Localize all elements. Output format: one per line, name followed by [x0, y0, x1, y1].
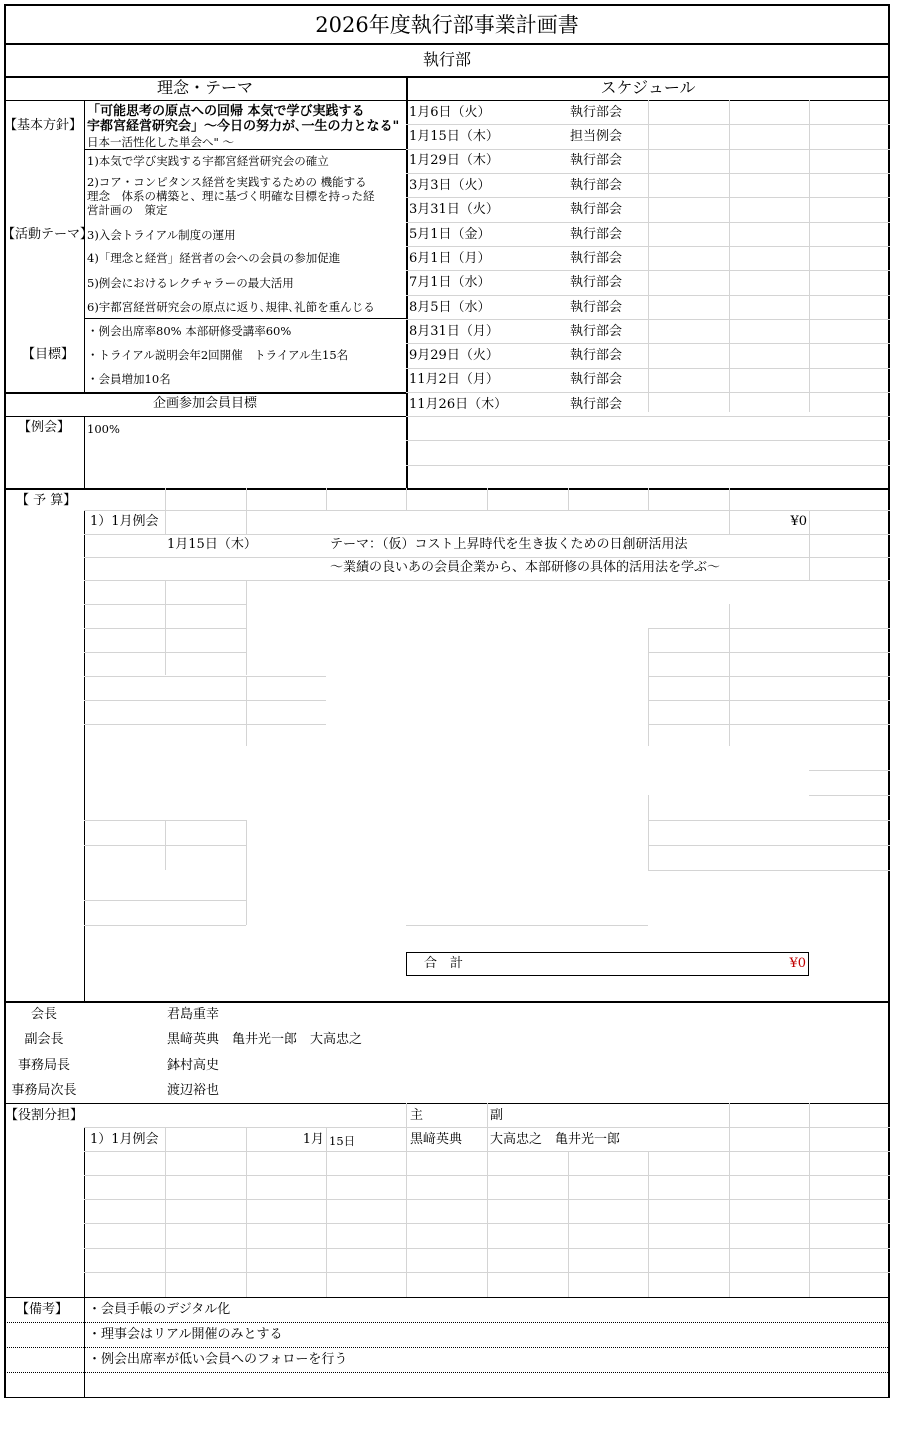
activity-theme-item: 1)本気で学び実践する宇都宮経営研究会の確立 [87, 154, 329, 168]
schedule-date: 11月26日（木） [409, 397, 508, 412]
department-name: 執行部 [422, 50, 471, 69]
roles-month: 1月 [302, 1132, 324, 1147]
schedule-event: 執行部会 [570, 348, 623, 363]
schedule-header: スケジュール [600, 78, 696, 97]
schedule-date: 9月29日（火） [409, 348, 499, 363]
budget-item: 1）1月例会 [90, 514, 159, 529]
goal-item: ・例会出席率80% 本部研修受講率60% [87, 324, 292, 338]
activity-theme-label: 【活動テーマ】 [2, 227, 94, 242]
schedule-event: 執行部会 [570, 300, 623, 315]
budget-item-amount: ¥0 [790, 514, 807, 529]
roles-item: 1）1月例会 [90, 1132, 159, 1147]
goal-item: ・会員増加10名 [87, 372, 171, 386]
schedule-event: 執行部会 [570, 251, 623, 266]
officer-role: 副会長 [24, 1032, 64, 1047]
goals-label: 【目標】 [22, 347, 75, 362]
schedule-date: 8月5日（水） [409, 300, 491, 315]
roles-day: 15日 [329, 1134, 356, 1148]
activity-theme-item: 5)例会におけるレクチャラーの最大活用 [87, 276, 294, 290]
member-target-header: 企画参加会員目標 [152, 396, 257, 411]
schedule-event: 担当例会 [570, 129, 623, 144]
budget-date: 1月15日（木） [167, 537, 257, 552]
note-item: ・理事会はリアル開催のみとする [88, 1327, 283, 1342]
note-item: ・会員手帳のデジタル化 [88, 1302, 231, 1317]
schedule-date: 1月15日（木） [409, 129, 499, 144]
schedule-event: 執行部会 [570, 397, 623, 412]
schedule-date: 3月3日（火） [409, 178, 491, 193]
notes-label: 【備考】 [16, 1302, 69, 1317]
note-item: ・例会出席率が低い会員へのフォローを行う [88, 1352, 348, 1367]
schedule-date: 6月1日（月） [409, 251, 491, 266]
goal-item: ・トライアル説明会年2回開催 トライアル生15名 [87, 348, 349, 362]
basic-policy-label: 【基本方針】 [4, 118, 83, 133]
schedule-event: 執行部会 [570, 275, 623, 290]
budget-theme-subtitle: 〜業績の良いあの会員企業から、本部研修の具体的活用法を学ぶ〜 [330, 560, 721, 575]
schedule-event: 執行部会 [570, 227, 623, 242]
schedule-date: 8月31日（月） [409, 324, 499, 339]
activity-theme-item: 営計画の 策定 [87, 203, 168, 217]
budget-total-label: 合 計 [424, 956, 464, 971]
schedule-event: 執行部会 [570, 105, 623, 120]
budget-total-value: ¥0 [789, 956, 806, 971]
roles-main-header: 主 [410, 1108, 424, 1123]
officer-names: 渡辺裕也 [167, 1083, 220, 1098]
roles-sub-header: 副 [490, 1108, 504, 1123]
schedule-date: 11月2日（月） [409, 372, 499, 387]
roles-main-person: 黒﨑英典 [410, 1132, 463, 1147]
basic-policy-line-1: 「可能思考の原点への回帰 本気で学び実践する [87, 104, 365, 119]
budget-label: 【 予 算】 [16, 493, 77, 508]
schedule-event: 執行部会 [570, 372, 623, 387]
activity-theme-item: 3)入会トライアル制度の運用 [87, 228, 236, 242]
schedule-event: 執行部会 [570, 202, 623, 217]
activity-theme-item: 6)宇都宮経営研究会の原点に返り､規律､礼節を重んじる [87, 300, 375, 314]
schedule-event: 執行部会 [570, 178, 623, 193]
officer-names: 君島重幸 [167, 1007, 220, 1022]
basic-policy-line-2: 宇都宮経営研究会」〜今日の努力が､一生の力となる" [87, 119, 400, 134]
officer-names: 鉢村高史 [167, 1058, 220, 1073]
member-target-value: 100% [87, 422, 120, 436]
budget-total-box [406, 952, 809, 976]
schedule-date: 3月31日（火） [409, 202, 499, 217]
officer-role: 事務局次長 [11, 1083, 77, 1098]
schedule-date: 5月1日（金） [409, 227, 491, 242]
roles-sub-persons: 大高忠之 亀井光一郎 [490, 1132, 621, 1147]
schedule-event: 執行部会 [570, 153, 623, 168]
schedule-date: 1月6日（火） [409, 105, 491, 120]
officer-role: 事務局長 [17, 1058, 70, 1073]
officer-names: 黒﨑英典 亀井光一郎 大高忠之 [167, 1032, 363, 1047]
philosophy-theme-header: 理念・テーマ [156, 78, 253, 97]
schedule-event: 執行部会 [570, 324, 623, 339]
basic-policy-line-3: 日本一活性化した単会へ" 〜 [87, 135, 234, 149]
activity-theme-item: 2)コア・コンピタンス経営を実践するための 機能する [87, 175, 367, 189]
officer-role: 会長 [30, 1007, 57, 1022]
page-title: 2026年度執行部事業計画書 [315, 13, 579, 37]
schedule-date: 7月1日（水） [409, 275, 491, 290]
activity-theme-item: 4)「理念と経営」経営者の会への会員の参加促進 [87, 251, 341, 265]
schedule-date: 1月29日（木） [409, 153, 499, 168]
meeting-label: 【例会】 [18, 420, 71, 435]
activity-theme-item: 理念 体系の構築と、理に基づく明確な目標を持った経 [87, 189, 375, 203]
budget-theme: テーマ：（仮）コスト上昇時代を生き抜くための日創研活用法 [330, 537, 688, 552]
roles-label: 【役割分担】 [5, 1108, 84, 1123]
